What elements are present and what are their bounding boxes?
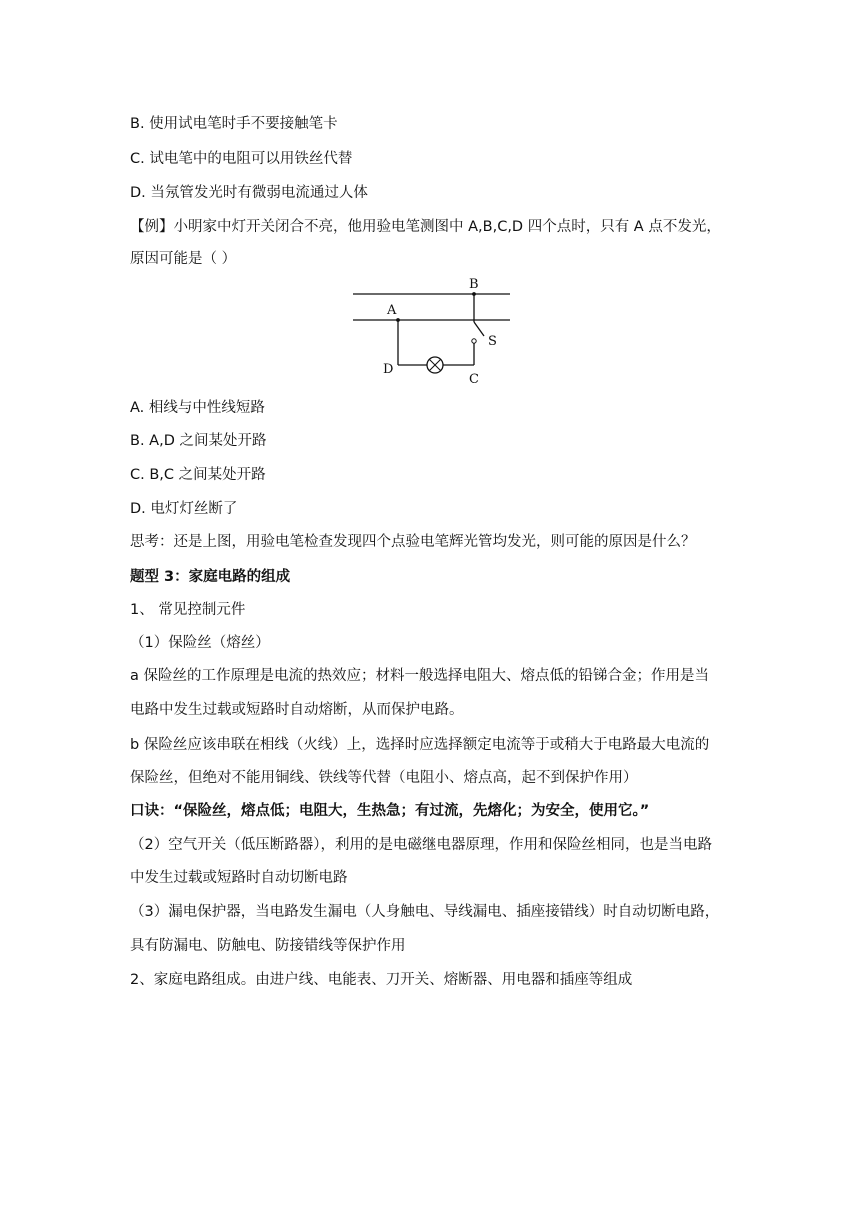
para-b-line-2: 保险丝，但绝对不能用铜线、铁线等代替（电阻小、熔点高，起不到保护作用） bbox=[130, 770, 638, 786]
sub-3-line-2: 具有防漏电、防触电、防接错线等保护作用 bbox=[130, 938, 406, 954]
sub-2-line-1: （2）空气开关（低压断路器），利用的是电磁继电器原理，作用和保险丝相同，也是当电路 bbox=[130, 837, 712, 853]
option-b-example: B. A,D 之间某处开路 bbox=[130, 433, 267, 449]
lamp-icon bbox=[427, 357, 443, 373]
label-c: C bbox=[469, 372, 479, 387]
example-line-1: 【例】小明家中灯开关闭合不亮，他用验电笔测图中 A,B,C,D 四个点时，只有 A 点不发光， bbox=[130, 219, 721, 235]
label-b: B bbox=[469, 277, 479, 292]
para-a-line-2: 电路中发生过载或短路时自动熔断，从而保护电路。 bbox=[130, 702, 464, 718]
sub-2-line-2: 中发生过载或短路时自动切断电路 bbox=[130, 870, 348, 886]
label-s: S bbox=[488, 334, 497, 349]
para-a-line-1: a 保险丝的工作原理是电流的热效应；材料一般选择电阻大、熔点低的铅锑合金；作用是当 bbox=[130, 668, 709, 684]
label-a: A bbox=[387, 303, 397, 318]
option-d-example: D. 电灯灯丝断了 bbox=[130, 501, 238, 517]
option-a-example: A. 相线与中性线短路 bbox=[130, 400, 265, 416]
sub-heading-1: （1）保险丝（熔丝） bbox=[130, 635, 270, 651]
option-b-top: B. 使用试电笔时手不要接触笔卡 bbox=[130, 116, 338, 132]
think-question: 思考：还是上图，用验电笔检查发现四个点验电笔辉光管均发光，则可能的原因是什么？ bbox=[130, 534, 696, 550]
option-c-top: C. 试电笔中的电阻可以用铁丝代替 bbox=[130, 151, 353, 167]
para-b-line-1: b 保险丝应该串联在相线（火线）上，选择时应选择额定电流等于或稍大于电路最大电流的 bbox=[130, 737, 710, 753]
option-d-top: D. 当氖管发光时有微弱电流通过人体 bbox=[130, 185, 368, 201]
option-c-example: C. B,C 之间某处开路 bbox=[130, 467, 266, 483]
circuit-diagram bbox=[350, 272, 520, 392]
section-title: 题型 3：家庭电路的组成 bbox=[130, 569, 291, 585]
sub-3-line-1: （3）漏电保护器，当电路发生漏电（人身触电、导线漏电、插座接错线）时自动切断电路， bbox=[130, 904, 720, 920]
label-d: D bbox=[383, 362, 394, 377]
example-line-2: 原因可能是（ ） bbox=[130, 251, 237, 267]
mnemonic: 口诀：“保险丝，熔点低；电阻大，生热急；有过流，先熔化；为安全，使用它。” bbox=[130, 803, 650, 819]
item-2: 2、家庭电路组成。由进户线、电能表、刀开关、熔断器、用电器和插座等组成 bbox=[130, 972, 633, 988]
item-1: 1、 常见控制元件 bbox=[130, 602, 246, 618]
